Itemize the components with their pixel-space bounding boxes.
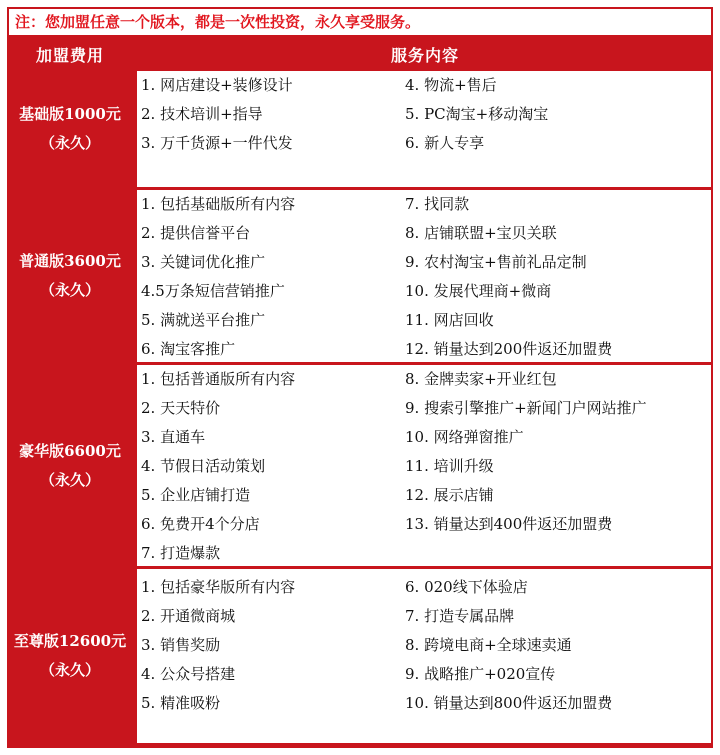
tier-term: （永久）	[39, 661, 100, 679]
service-item: 1. 包括豪华版所有内容	[141, 578, 296, 596]
service-item: 6. 淘宝客推广	[141, 340, 236, 358]
service-item: 2. 提供信誉平台	[141, 224, 251, 242]
service-item: 3. 万千货源+一件代发	[141, 134, 293, 152]
service-item: 10. 网络弹窗推广	[405, 428, 524, 446]
service-item: 10. 发展代理商+微商	[405, 282, 552, 300]
tier-label-basic	[7, 71, 133, 187]
service-item: 9. 战略推广+020宣传	[405, 665, 556, 683]
tier-term: （永久）	[39, 134, 100, 152]
service-item: 6. 免费开4个分店	[141, 515, 260, 533]
tier-name: 豪华版6600元	[19, 441, 121, 460]
service-item: 5. 精准吸粉	[141, 694, 221, 712]
tier-term: （永久）	[39, 281, 100, 299]
service-item: 4. 节假日活动策划	[141, 457, 266, 475]
tier-name: 普通版3600元	[19, 252, 121, 270]
tier-services-deluxe	[137, 365, 711, 566]
service-item: 4.5万条短信营销推广	[141, 282, 285, 300]
service-item: 2. 开通微商城	[141, 607, 236, 625]
header-services: 服务内容	[390, 46, 459, 65]
service-item: 4. 物流+售后	[405, 76, 497, 94]
service-item: 12. 销量达到200件返还加盟费	[405, 340, 613, 358]
service-item: 7. 找同款	[405, 195, 470, 213]
tier-name: 至尊版12600元	[13, 632, 127, 650]
franchise-table	[7, 7, 713, 748]
tier-services-basic	[137, 71, 711, 187]
tier-services-standard	[137, 190, 711, 362]
tier-label-standard	[7, 190, 133, 362]
tier-term: （永久）	[39, 470, 100, 489]
service-item: 6. 新人专享	[405, 134, 485, 152]
service-item: 11. 培训升级	[405, 457, 494, 475]
service-item: 12. 展示店铺	[405, 486, 494, 504]
service-item: 9. 农村淘宝+售前礼品定制	[405, 253, 587, 271]
service-item: 2. 天天特价	[141, 399, 221, 417]
service-item: 2. 技术培训+指导	[141, 105, 263, 123]
tier-name: 基础版1000元	[19, 105, 121, 123]
service-item: 6. 020线下体验店	[405, 578, 528, 596]
service-item: 5. 满就送平台推广	[141, 311, 266, 329]
service-item: 4. 公众号搭建	[141, 665, 236, 683]
service-item: 10. 销量达到800件返还加盟费	[405, 694, 613, 712]
tier-label-deluxe	[7, 365, 133, 566]
tier-label-supreme	[7, 569, 133, 743]
service-item: 5. 企业店铺打造	[141, 486, 251, 504]
service-item: 13. 销量达到400件返还加盟费	[405, 515, 613, 533]
service-item: 9. 搜索引擎推广+新闻门户网站推广	[405, 399, 647, 417]
service-item: 7. 打造爆款	[141, 544, 221, 562]
service-item: 3. 关键词优化推广	[141, 253, 266, 271]
service-item: 7. 打造专属品牌	[405, 607, 515, 625]
service-item: 8. 金牌卖家+开业红包	[405, 370, 557, 388]
service-item: 11. 网店回收	[405, 311, 494, 329]
tier-services-supreme	[137, 569, 711, 743]
service-item: 1. 网店建设+装修设计	[141, 76, 293, 94]
service-item: 3. 直通车	[141, 428, 206, 446]
header-fee: 加盟费用	[35, 46, 104, 65]
service-item: 1. 包括普通版所有内容	[141, 370, 296, 388]
service-item: 8. 店铺联盟+宝贝关联	[405, 224, 557, 242]
service-item: 1. 包括基础版所有内容	[141, 195, 296, 213]
notice-banner: 注：您加盟任意一个版本，都是一次性投资，永久享受服务。	[7, 7, 713, 37]
service-item: 3. 销售奖励	[141, 636, 221, 654]
service-item: 5. PC淘宝+移动淘宝	[405, 105, 549, 123]
service-item: 8. 跨境电商+全球速卖通	[405, 636, 572, 654]
